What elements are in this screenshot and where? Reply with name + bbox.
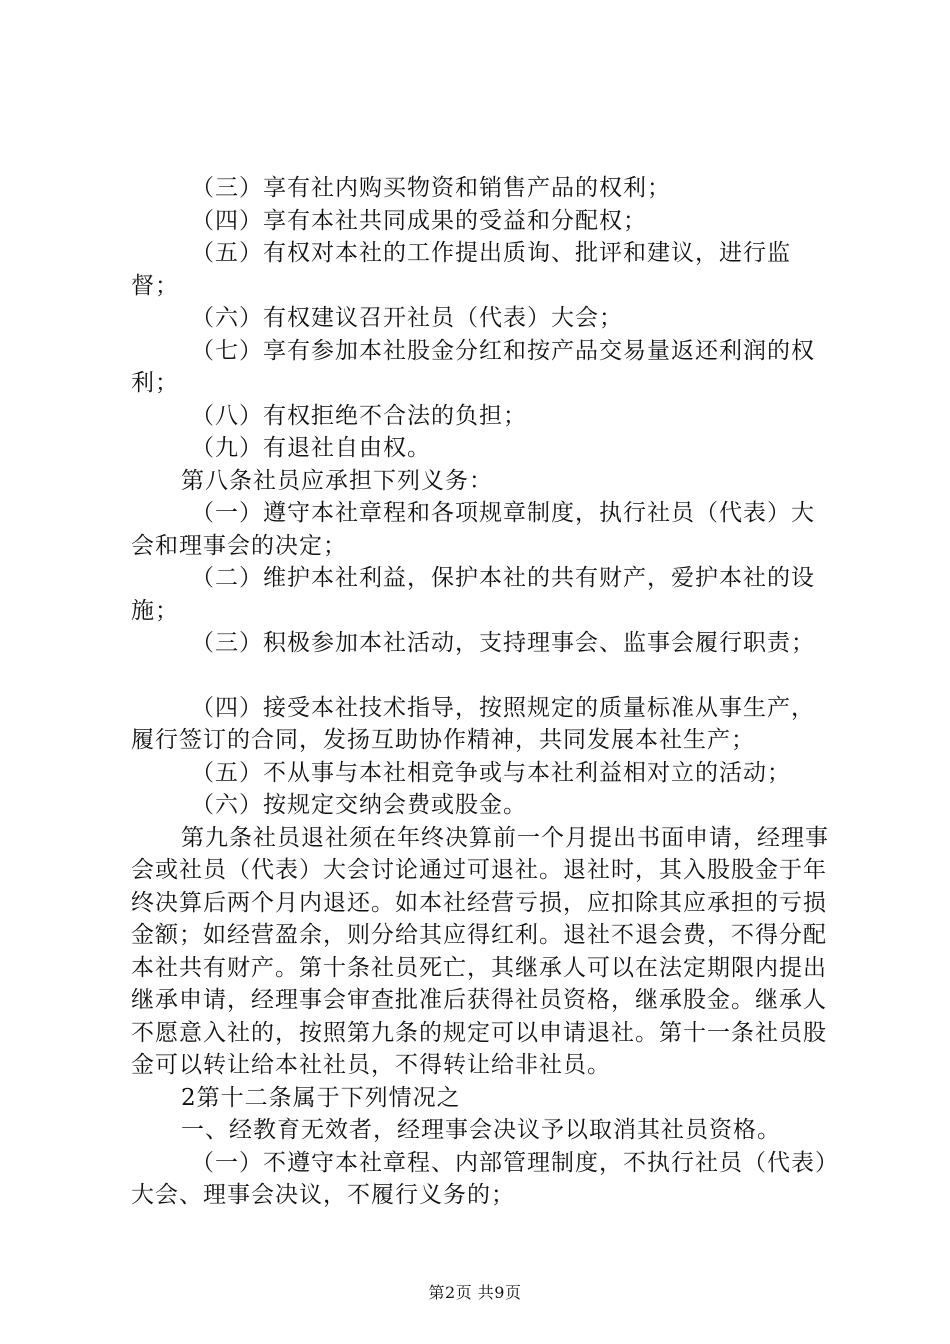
paragraph-right-3: （三）享有社内购买物资和销售产品的权利； — [191, 175, 671, 201]
paragraph-duty-2: （二）维护本社利益，保护本社的共有财产，爱护本社的设施； — [131, 565, 815, 624]
document-body — [131, 172, 836, 1212]
paragraph-right-6: （六）有权建议召开社员（代表）大会； — [191, 305, 623, 331]
page-number: 第2页 共9页 — [428, 1283, 522, 1302]
paragraph-right-7: （七）享有参加本社股金分红和按产品交易量返还利润的权利； — [131, 337, 815, 396]
article-12-item-1: （一）不遵守本社章程、内部管理制度，不执行社员（代表）大会、理事会决议，不履行义务的； — [131, 1149, 828, 1208]
paragraph-right-9: （九）有退社自由权。 — [191, 435, 431, 461]
paragraph-duty-1: （一）遵守本社章程和各项规章制度，执行社员（代表）大会和理事会的决定； — [131, 500, 815, 559]
article-9-11-paragraph: 第九条社员退社须在年终决算前一个月提出书面申请，经理事会或社员（代表）大会讨论通过可退社。退社时，其入股股金于年终决算后两个月内退还。如本社经营亏损，应扣除其应承担的亏损金额；如经营盈余，则分给其应得红利。退社不退会费，不得分配本社共有财产。第十条社员死亡，其继承人可以在法定期限内提出继承申请，经理事会审查批准后获得社员资格，继承股金。继承人不愿意入社的，按照第九条的规定可以申请退社。第十一条社员股金可以转让给本社社员，不得转让给非社员。 — [131, 824, 829, 1078]
paragraph-right-8: （八）有权拒绝不合法的负担； — [191, 402, 527, 429]
article-12-clause-1: 一、经教育无效者，经理事会决议予以取消其社员资格。 — [181, 1117, 781, 1143]
page-footer — [0, 1283, 950, 1303]
paragraph-right-4: （四）享有本社共同成果的受益和分配权； — [191, 207, 647, 234]
paragraph-duty-5: （五）不从事与本社相竞争或与本社利益相对立的活动； — [191, 759, 791, 786]
paragraph-right-5: （五）有权对本社的工作提出质询、批评和建议，进行监督； — [131, 240, 791, 299]
paragraph-duty-6: （六）按规定交纳会费或股金。 — [191, 792, 527, 818]
paragraph-duty-4: （四）接受本社技术指导，按照规定的质量标准从事生产，履行签订的合同，发扬互助协作精神，共同发展本社生产； — [131, 694, 815, 753]
paragraph-duty-3: （三）积极参加本社活动，支持理事会、监事会履行职责； — [191, 630, 815, 656]
article-8-heading: 第八条社员应承担下列义务： — [181, 467, 493, 494]
article-12-heading: 2第十二条属于下列情况之 — [181, 1084, 461, 1111]
